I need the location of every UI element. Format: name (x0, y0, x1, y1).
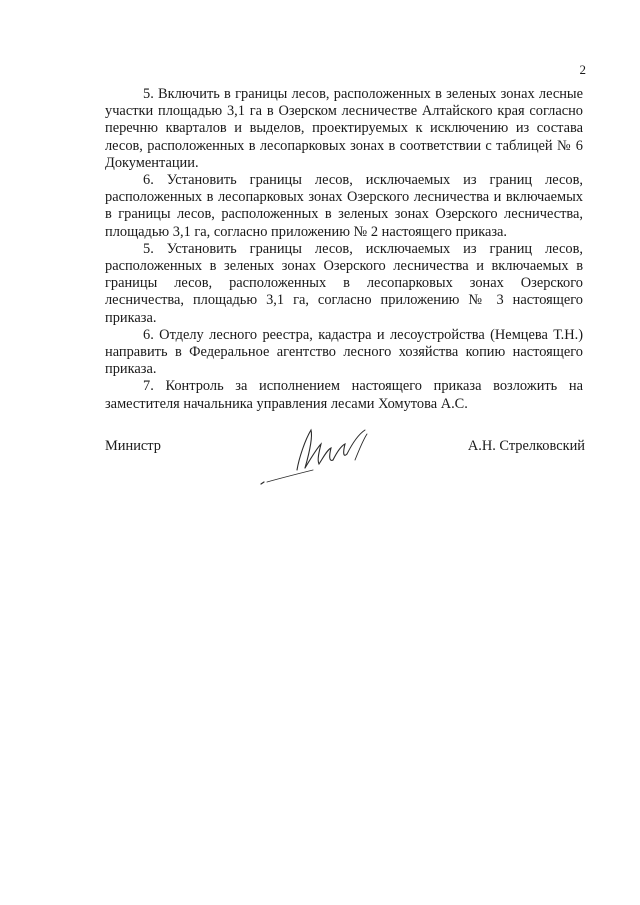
paragraph: 5. Установить границы лесов, исключаемых из границ лесов, расположенных в зеленых зонах Озерского лесничества и включаемых в границы лесов, расположенных в лесопарковых зонах Озерского лесничества, площадью 3,1 га, согласно приложению № 3 настоящего приказа. (105, 240, 583, 326)
order-body (105, 86, 583, 413)
page-number: 2 (579, 62, 586, 77)
signature-stroke (333, 444, 347, 460)
signature-block (105, 424, 585, 494)
paragraph: 5. Включить в границы лесов, расположенных в зеленых зонах лесные участки площадью 3,1 га в Озерском лесничестве Алтайского края согласно перечню кварталов и выделов, проектируемых к исключению из состава лесов, расположенных в лесопарковых зонах в соответствии с таблицей № 6 Документации. (105, 86, 583, 171)
paragraph: 6. Отделу лесного реестра, кадастра и лесоустройства (Немцева Т.Н.) направить в Федеральное агентство лесного хозяйства копию настоящего приказа. (105, 326, 583, 378)
signatory-title: Министр (105, 438, 161, 454)
signature-stroke (305, 444, 333, 468)
handwritten-signature (255, 424, 375, 490)
signature-stroke (261, 482, 264, 484)
signature-stroke (297, 430, 312, 470)
signatory-name: А.Н. Стрелковский (467, 438, 585, 454)
paragraph: 7. Контроль за исполнением настоящего приказа возложить на заместителя начальника управления лесами Хомутова А.С. (105, 378, 583, 412)
paragraph: 6. Установить границы лесов, исключаемых из границ лесов, расположенных в лесопарковых зонах Озерского лесничества и включаемых в границы лесов, расположенных в зеленых зонах Озерского лесничества, площадью 3,1 га, согласно приложению № 2 настоящего приказа. (105, 172, 583, 240)
signature-stroke (267, 470, 313, 482)
